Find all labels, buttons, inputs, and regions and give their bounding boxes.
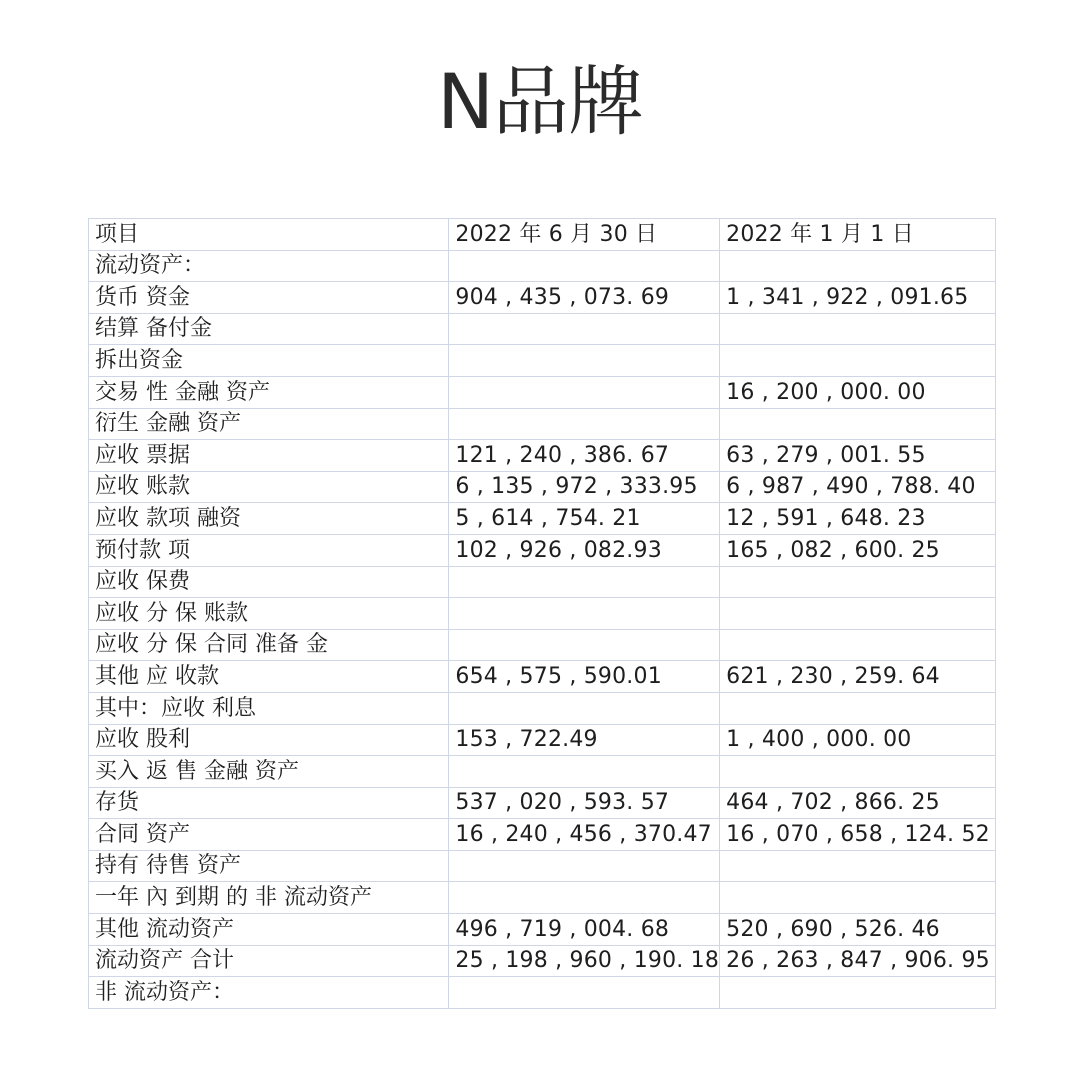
value-2022-01-01-cell [720, 629, 996, 661]
value-2022-01-01-cell: 464 , 702 , 866. 25 [720, 787, 996, 819]
value-2022-01-01-cell: 16 , 070 , 658 , 124. 52 [720, 819, 996, 851]
item-name-cell: 应收 票据 [89, 440, 449, 472]
item-name-cell: 应收 分 保 合同 准备 金 [89, 629, 449, 661]
table-row [89, 376, 996, 408]
table-row [89, 945, 996, 977]
value-2022-06-30-cell: 6 , 135 , 972 , 333.95 [449, 471, 720, 503]
value-2022-06-30-cell [449, 566, 720, 598]
item-name-cell: 流动资产 合计 [89, 945, 449, 977]
table-header-row [89, 219, 996, 251]
table-row [89, 598, 996, 630]
item-name-cell: 其他 流动资产 [89, 914, 449, 946]
value-2022-01-01-cell [720, 598, 996, 630]
item-name-cell: 合同 资产 [89, 819, 449, 851]
value-2022-01-01-cell [720, 756, 996, 788]
value-2022-06-30-cell [449, 313, 720, 345]
value-2022-06-30-cell [449, 629, 720, 661]
value-2022-01-01-cell [720, 850, 996, 882]
value-2022-06-30-cell [449, 408, 720, 440]
item-name-cell: 衍生 金融 资产 [89, 408, 449, 440]
value-2022-06-30-cell: 16 , 240 , 456 , 370.47 [449, 819, 720, 851]
table-row [89, 345, 996, 377]
item-name-cell: 存货 [89, 787, 449, 819]
value-2022-06-30-cell: 102 , 926 , 082.93 [449, 534, 720, 566]
item-name-cell: 其他 应 收款 [89, 661, 449, 693]
table-row [89, 408, 996, 440]
table-row [89, 566, 996, 598]
value-2022-06-30-cell [449, 692, 720, 724]
value-2022-01-01-cell: 2022 年 1 月 1 日 [720, 219, 996, 251]
table-row [89, 629, 996, 661]
value-2022-06-30-cell [449, 756, 720, 788]
item-name-cell: 应收 分 保 账款 [89, 598, 449, 630]
value-2022-06-30-cell [449, 598, 720, 630]
value-2022-06-30-cell: 25 , 198 , 960 , 190. 18 [449, 945, 720, 977]
table-row [89, 819, 996, 851]
value-2022-06-30-cell: 121 , 240 , 386. 67 [449, 440, 720, 472]
item-name-cell: 结算 备付金 [89, 313, 449, 345]
item-name-cell: 持有 待售 资产 [89, 850, 449, 882]
table-row [89, 534, 996, 566]
value-2022-06-30-cell: 2022 年 6 月 30 日 [449, 219, 720, 251]
value-2022-06-30-cell: 496 , 719 , 004. 68 [449, 914, 720, 946]
item-name-cell: 买入 返 售 金融 资产 [89, 756, 449, 788]
table-row [89, 440, 996, 472]
value-2022-06-30-cell: 5 , 614 , 754. 21 [449, 503, 720, 535]
table-row [89, 471, 996, 503]
value-2022-01-01-cell: 165 , 082 , 600. 25 [720, 534, 996, 566]
value-2022-06-30-cell [449, 250, 720, 282]
table-row [89, 787, 996, 819]
value-2022-06-30-cell: 654 , 575 , 590.01 [449, 661, 720, 693]
item-name-cell: 应收 保费 [89, 566, 449, 598]
table-row [89, 503, 996, 535]
value-2022-06-30-cell [449, 977, 720, 1009]
item-name-cell: 流动资产： [89, 250, 449, 282]
value-2022-06-30-cell: 904 , 435 , 073. 69 [449, 282, 720, 314]
table-row [89, 724, 996, 756]
table-row [89, 756, 996, 788]
table-row [89, 850, 996, 882]
item-name-cell: 应收 股利 [89, 724, 449, 756]
value-2022-01-01-cell: 520 , 690 , 526. 46 [720, 914, 996, 946]
value-2022-01-01-cell [720, 566, 996, 598]
value-2022-01-01-cell [720, 250, 996, 282]
value-2022-01-01-cell: 12 , 591 , 648. 23 [720, 503, 996, 535]
table-row [89, 977, 996, 1009]
balance-sheet-table [88, 218, 996, 1009]
item-name-cell: 一年 內 到期 的 非 流动资产 [89, 882, 449, 914]
item-name-cell: 货币 资金 [89, 282, 449, 314]
page-title: N品牌 [437, 57, 643, 146]
table-row [89, 661, 996, 693]
item-name-cell: 其中：应收 利息 [89, 692, 449, 724]
table-row [89, 882, 996, 914]
value-2022-01-01-cell [720, 313, 996, 345]
value-2022-01-01-cell: 1 , 341 , 922 , 091.65 [720, 282, 996, 314]
value-2022-06-30-cell: 153 , 722.49 [449, 724, 720, 756]
value-2022-01-01-cell [720, 882, 996, 914]
value-2022-01-01-cell: 621 , 230 , 259. 64 [720, 661, 996, 693]
item-name-cell: 非 流动资产： [89, 977, 449, 1009]
value-2022-01-01-cell: 63 , 279 , 001. 55 [720, 440, 996, 472]
item-name-cell: 预付款 项 [89, 534, 449, 566]
item-name-cell: 应收 款项 融资 [89, 503, 449, 535]
value-2022-06-30-cell: 537 , 020 , 593. 57 [449, 787, 720, 819]
item-name-cell: 项目 [89, 219, 449, 251]
balance-sheet-body [89, 219, 996, 1009]
value-2022-01-01-cell [720, 692, 996, 724]
table-row [89, 914, 996, 946]
value-2022-01-01-cell [720, 977, 996, 1009]
item-name-cell: 拆出资金 [89, 345, 449, 377]
value-2022-06-30-cell [449, 345, 720, 377]
value-2022-06-30-cell [449, 882, 720, 914]
value-2022-01-01-cell: 6 , 987 , 490 , 788. 40 [720, 471, 996, 503]
table-row [89, 250, 996, 282]
value-2022-01-01-cell: 16 , 200 , 000. 00 [720, 376, 996, 408]
value-2022-06-30-cell [449, 850, 720, 882]
table-row [89, 692, 996, 724]
value-2022-01-01-cell [720, 345, 996, 377]
value-2022-06-30-cell [449, 376, 720, 408]
value-2022-01-01-cell: 1 , 400 , 000. 00 [720, 724, 996, 756]
value-2022-01-01-cell [720, 408, 996, 440]
table-row [89, 313, 996, 345]
table-row [89, 282, 996, 314]
item-name-cell: 交易 性 金融 资产 [89, 376, 449, 408]
item-name-cell: 应收 账款 [89, 471, 449, 503]
value-2022-01-01-cell: 26 , 263 , 847 , 906. 95 [720, 945, 996, 977]
